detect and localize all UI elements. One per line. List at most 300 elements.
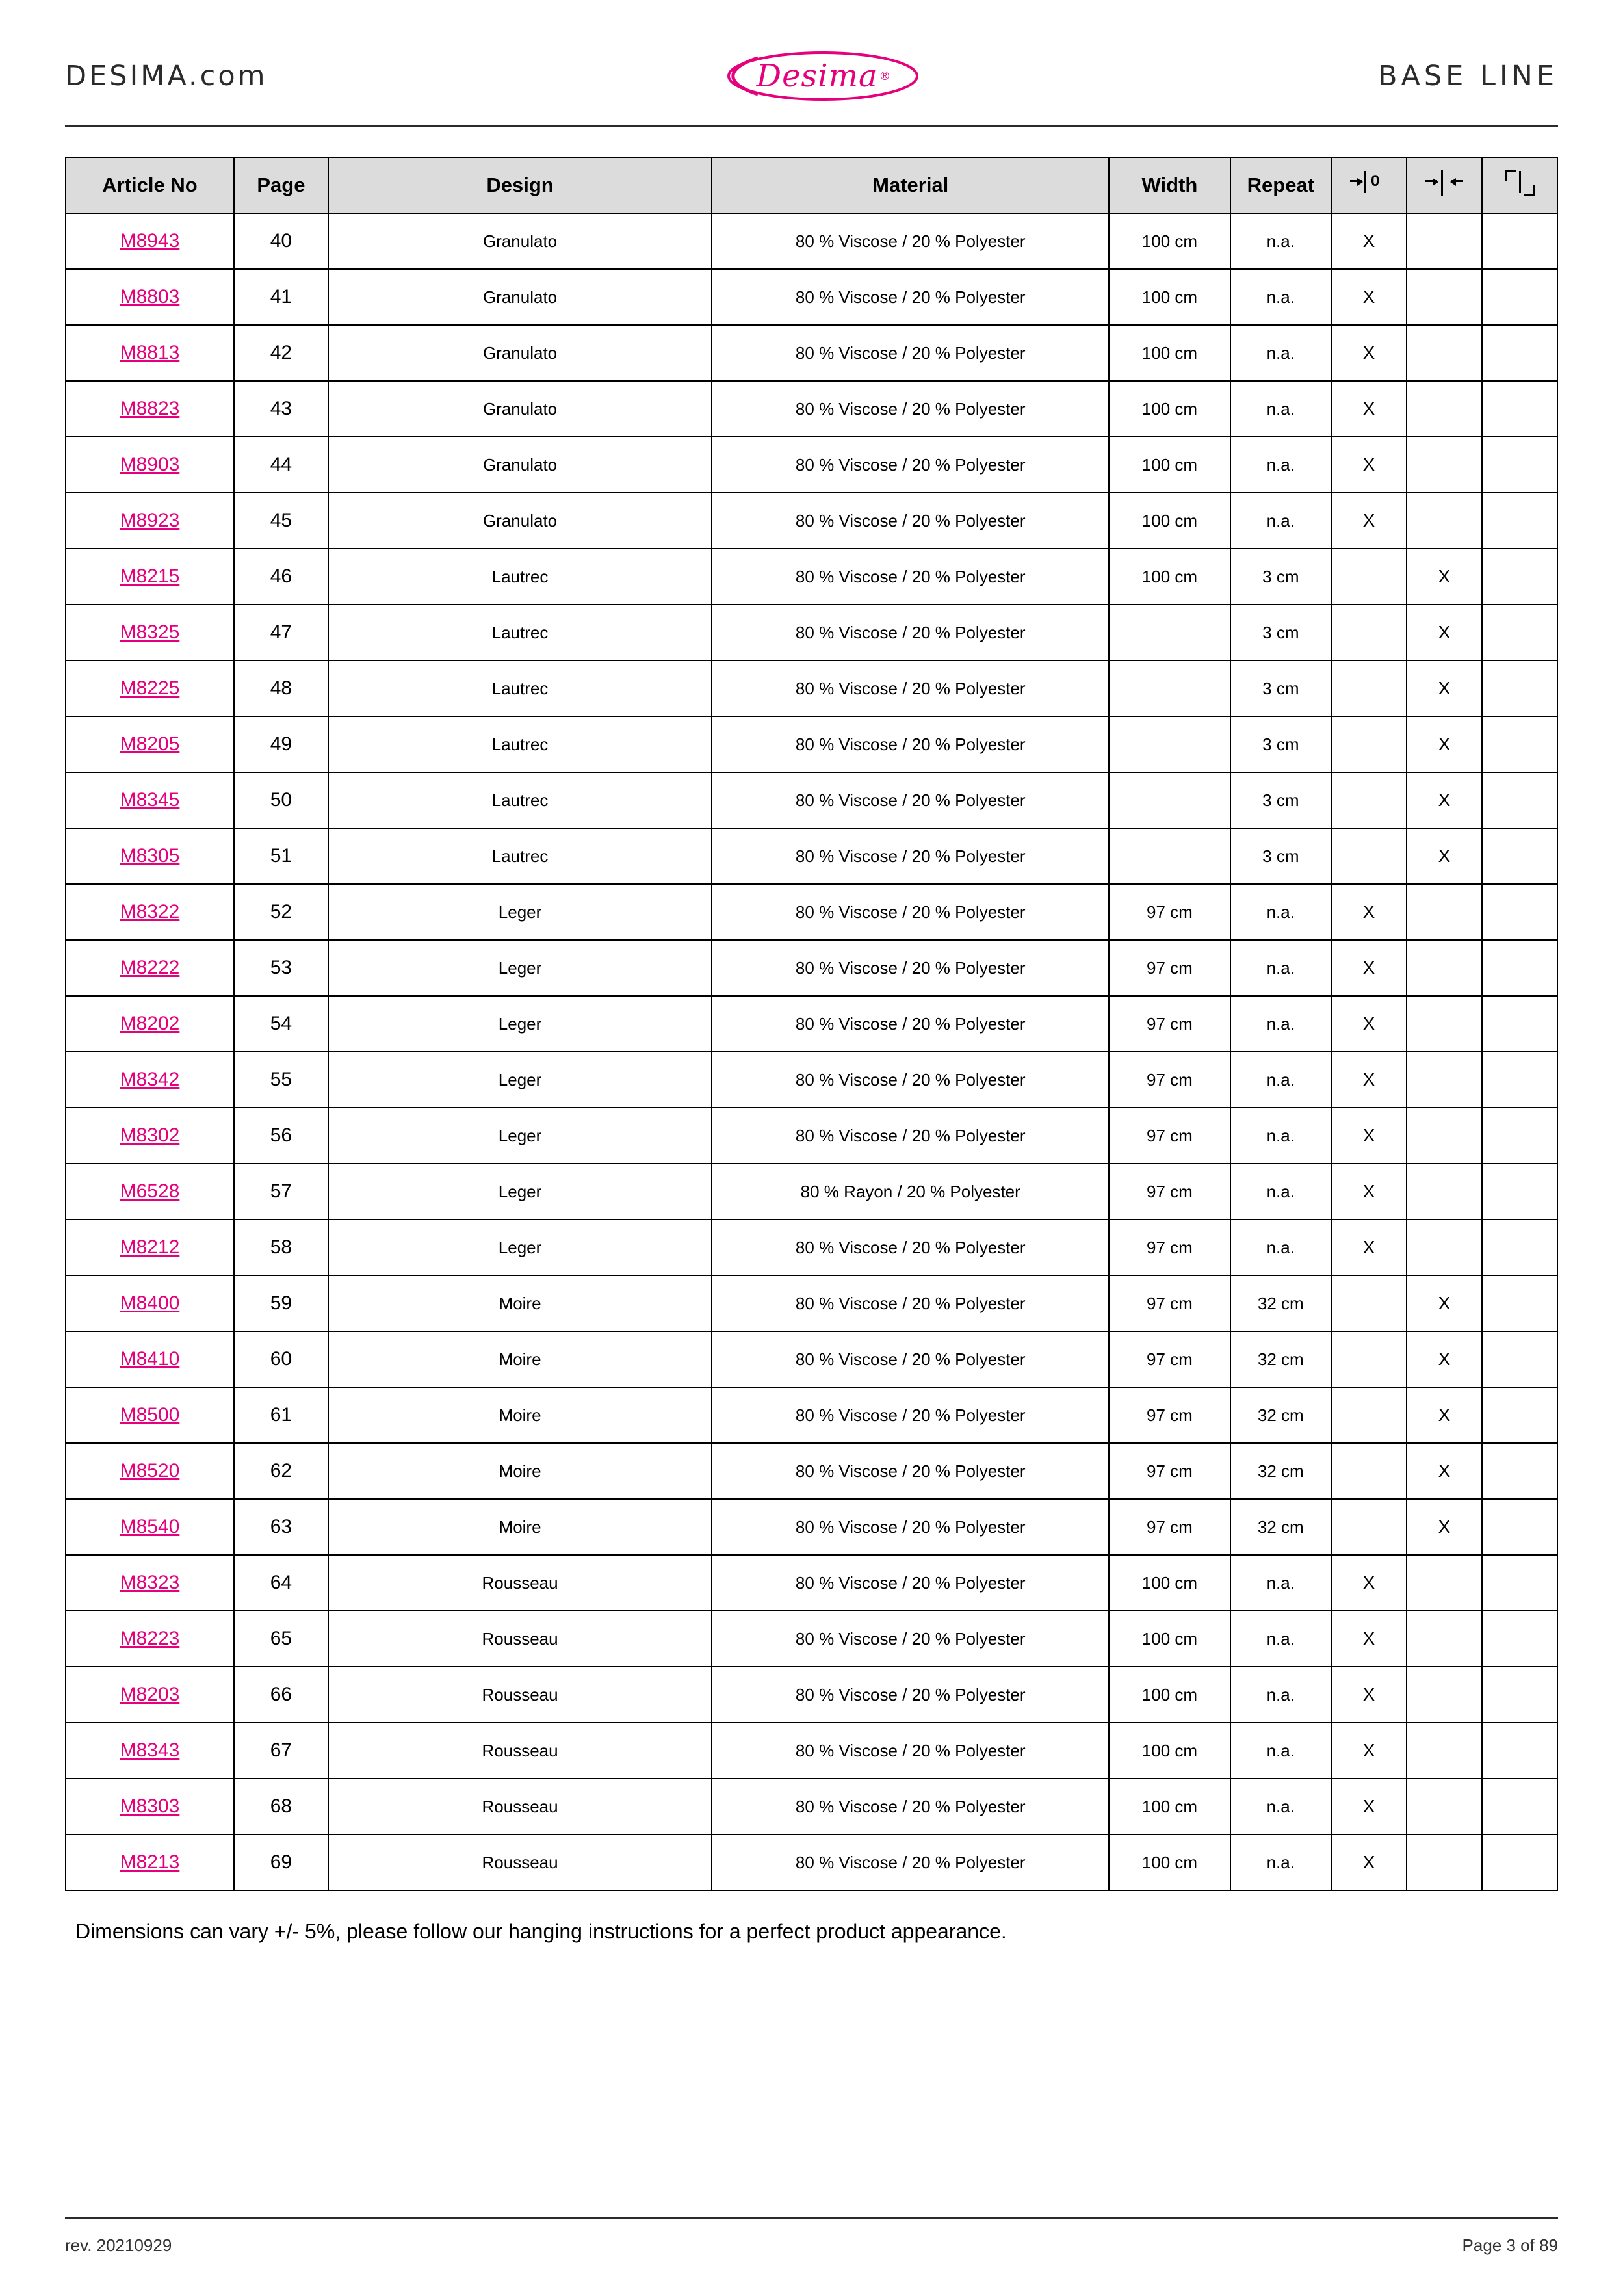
cell-width: 100 cm (1109, 549, 1230, 605)
table-row (66, 269, 1557, 325)
cell-article-no[interactable] (66, 1834, 234, 1890)
cell-page: 50 (234, 772, 328, 828)
cell-repeat: 32 cm (1230, 1275, 1331, 1331)
cell-width: 97 cm (1109, 1443, 1230, 1499)
cell-repeat: n.a. (1230, 1834, 1331, 1890)
cell-design: Moire (328, 1499, 712, 1555)
cell-repeat: n.a. (1230, 1611, 1331, 1667)
article-link[interactable]: M8400 (120, 1292, 180, 1314)
corner-offset-icon (1500, 168, 1540, 197)
table-row (66, 1220, 1557, 1275)
cell-design: Lautrec (328, 828, 712, 884)
article-link[interactable]: M8205 (120, 733, 180, 755)
cell-article-no[interactable] (66, 772, 234, 828)
cell-material: 80 % Viscose / 20 % Polyester (712, 940, 1109, 996)
cell-design: Leger (328, 884, 712, 940)
cell-repeat: n.a. (1230, 1779, 1331, 1834)
cell-mark-3 (1482, 493, 1557, 549)
cell-article-no[interactable] (66, 1052, 234, 1108)
cell-page: 44 (234, 437, 328, 493)
cell-width (1109, 772, 1230, 828)
cell-material: 80 % Viscose / 20 % Polyester (712, 828, 1109, 884)
cell-article-no[interactable] (66, 996, 234, 1052)
cell-repeat: n.a. (1230, 940, 1331, 996)
cell-mark-2: X (1407, 1275, 1482, 1331)
cell-mark-2 (1407, 213, 1482, 269)
table-row (66, 1723, 1557, 1779)
cell-mark-3 (1482, 1220, 1557, 1275)
cell-article-no[interactable] (66, 828, 234, 884)
cell-article-no[interactable] (66, 269, 234, 325)
table-row (66, 772, 1557, 828)
table-row (66, 940, 1557, 996)
cell-mark-1 (1331, 716, 1407, 772)
cell-article-no[interactable] (66, 1555, 234, 1611)
table-row (66, 660, 1557, 716)
cell-mark-2 (1407, 1779, 1482, 1834)
arrow-to-bar-zero-icon: 0 (1349, 168, 1389, 197)
table-row (66, 1052, 1557, 1108)
cell-width: 97 cm (1109, 996, 1230, 1052)
cell-repeat: 32 cm (1230, 1499, 1331, 1555)
cell-mark-1: X (1331, 213, 1407, 269)
article-link[interactable]: M8343 (120, 1740, 180, 1761)
cell-width: 97 cm (1109, 940, 1230, 996)
cell-mark-2: X (1407, 716, 1482, 772)
article-link[interactable]: M8345 (120, 789, 180, 811)
header-icon-2 (1407, 157, 1482, 213)
cell-article-no[interactable] (66, 549, 234, 605)
article-link[interactable]: M8305 (120, 845, 180, 867)
header-icon-3 (1482, 157, 1557, 213)
cell-design: Leger (328, 1108, 712, 1164)
cell-mark-1 (1331, 1387, 1407, 1443)
cell-article-no[interactable] (66, 1611, 234, 1667)
article-link[interactable]: M8213 (120, 1851, 180, 1873)
cell-page: 60 (234, 1331, 328, 1387)
arrow-bar-arrow-icon (1424, 168, 1464, 197)
cell-mark-1: X (1331, 1667, 1407, 1723)
brand-right-text: BASE LINE (1377, 60, 1558, 92)
cell-design: Granulato (328, 381, 712, 437)
cell-width: 97 cm (1109, 1220, 1230, 1275)
table-row (66, 716, 1557, 772)
product-table (65, 157, 1558, 1891)
cell-mark-1 (1331, 1331, 1407, 1387)
cell-article-no[interactable] (66, 1779, 234, 1834)
article-link[interactable]: M8342 (120, 1069, 180, 1090)
cell-article-no[interactable] (66, 1443, 234, 1499)
cell-mark-3 (1482, 1667, 1557, 1723)
cell-article-no[interactable] (66, 1331, 234, 1387)
article-link[interactable]: M8225 (120, 677, 180, 699)
cell-mark-3 (1482, 828, 1557, 884)
cell-page: 63 (234, 1499, 328, 1555)
cell-mark-3 (1482, 1331, 1557, 1387)
cell-material: 80 % Viscose / 20 % Polyester (712, 1052, 1109, 1108)
article-link[interactable]: M6528 (120, 1181, 180, 1202)
cell-page: 46 (234, 549, 328, 605)
cell-width: 100 cm (1109, 1779, 1230, 1834)
cell-repeat: n.a. (1230, 1108, 1331, 1164)
table-row (66, 549, 1557, 605)
page-header (65, 40, 1558, 112)
article-link[interactable]: M8410 (120, 1348, 180, 1370)
cell-mark-2: X (1407, 1443, 1482, 1499)
cell-mark-2: X (1407, 1499, 1482, 1555)
cell-mark-3 (1482, 1164, 1557, 1220)
table-row (66, 437, 1557, 493)
cell-mark-1 (1331, 1443, 1407, 1499)
cell-mark-1 (1331, 1275, 1407, 1331)
article-link[interactable]: M8325 (120, 621, 180, 643)
cell-mark-1: X (1331, 493, 1407, 549)
cell-mark-1 (1331, 605, 1407, 660)
table-row (66, 325, 1557, 381)
cell-article-no[interactable] (66, 213, 234, 269)
cell-mark-3 (1482, 940, 1557, 996)
cell-repeat: n.a. (1230, 1667, 1331, 1723)
cell-material: 80 % Viscose / 20 % Polyester (712, 660, 1109, 716)
cell-article-no[interactable] (66, 884, 234, 940)
footer-divider (65, 2217, 1558, 2219)
cell-mark-1: X (1331, 437, 1407, 493)
cell-width: 97 cm (1109, 1108, 1230, 1164)
cell-page: 62 (234, 1443, 328, 1499)
cell-mark-2 (1407, 1611, 1482, 1667)
header-design: Design (328, 157, 712, 213)
cell-mark-2: X (1407, 772, 1482, 828)
article-link[interactable]: M8212 (120, 1236, 180, 1258)
cell-repeat: n.a. (1230, 381, 1331, 437)
cell-page: 56 (234, 1108, 328, 1164)
cell-mark-3 (1482, 1834, 1557, 1890)
cell-article-no[interactable] (66, 1275, 234, 1331)
table-header-row (66, 157, 1557, 213)
article-link[interactable]: M8215 (120, 566, 180, 587)
cell-mark-2: X (1407, 605, 1482, 660)
cell-mark-3 (1482, 1499, 1557, 1555)
logo-wordmark: Desima (756, 58, 878, 94)
cell-mark-2: X (1407, 660, 1482, 716)
cell-page: 67 (234, 1723, 328, 1779)
header-divider (65, 125, 1558, 127)
cell-repeat: 32 cm (1230, 1443, 1331, 1499)
cell-width (1109, 716, 1230, 772)
table-row (66, 1331, 1557, 1387)
article-link[interactable]: M8203 (120, 1684, 180, 1705)
cell-repeat: 3 cm (1230, 605, 1331, 660)
article-link[interactable]: M8323 (120, 1572, 180, 1593)
cell-mark-3 (1482, 1779, 1557, 1834)
cell-article-no[interactable] (66, 493, 234, 549)
cell-design: Granulato (328, 493, 712, 549)
table-row (66, 828, 1557, 884)
cell-mark-3 (1482, 1723, 1557, 1779)
cell-design: Granulato (328, 269, 712, 325)
cell-mark-3 (1482, 660, 1557, 716)
cell-page: 69 (234, 1834, 328, 1890)
cell-design: Rousseau (328, 1667, 712, 1723)
cell-article-no[interactable] (66, 940, 234, 996)
cell-design: Lautrec (328, 660, 712, 716)
page-footer (65, 2217, 1558, 2256)
cell-width: 97 cm (1109, 884, 1230, 940)
cell-design: Rousseau (328, 1779, 712, 1834)
cell-mark-1 (1331, 660, 1407, 716)
cell-repeat: 3 cm (1230, 660, 1331, 716)
cell-repeat: 3 cm (1230, 828, 1331, 884)
cell-article-no[interactable] (66, 660, 234, 716)
cell-mark-1: X (1331, 1164, 1407, 1220)
cell-article-no[interactable] (66, 1387, 234, 1443)
table-row (66, 1108, 1557, 1164)
cell-mark-2 (1407, 1052, 1482, 1108)
cell-design: Moire (328, 1443, 712, 1499)
cell-repeat: n.a. (1230, 996, 1331, 1052)
cell-repeat: n.a. (1230, 884, 1331, 940)
cell-page: 64 (234, 1555, 328, 1611)
cell-mark-2 (1407, 1108, 1482, 1164)
cell-width: 97 cm (1109, 1164, 1230, 1220)
cell-mark-1: X (1331, 1834, 1407, 1890)
cell-mark-3 (1482, 213, 1557, 269)
article-link[interactable]: M8222 (120, 957, 180, 978)
cell-material: 80 % Viscose / 20 % Polyester (712, 605, 1109, 660)
page-number-text: Page 3 of 89 (1462, 2236, 1558, 2255)
cell-page: 49 (234, 716, 328, 772)
cell-article-no[interactable] (66, 716, 234, 772)
cell-design: Lautrec (328, 605, 712, 660)
article-link[interactable]: M8322 (120, 901, 180, 922)
cell-mark-3 (1482, 437, 1557, 493)
cell-design: Rousseau (328, 1611, 712, 1667)
cell-article-no[interactable] (66, 1164, 234, 1220)
cell-width: 100 cm (1109, 1611, 1230, 1667)
cell-page: 41 (234, 269, 328, 325)
cell-design: Granulato (328, 437, 712, 493)
cell-mark-3 (1482, 549, 1557, 605)
cell-mark-1: X (1331, 269, 1407, 325)
cell-design: Leger (328, 1220, 712, 1275)
cell-page: 40 (234, 213, 328, 269)
article-link[interactable]: M8943 (120, 230, 180, 252)
cell-mark-2 (1407, 1834, 1482, 1890)
logo-registered-mark: ® (880, 69, 889, 83)
cell-width (1109, 605, 1230, 660)
cell-mark-1: X (1331, 1723, 1407, 1779)
article-link[interactable]: M8302 (120, 1125, 180, 1146)
cell-page: 47 (234, 605, 328, 660)
cell-width: 97 cm (1109, 1052, 1230, 1108)
cell-design: Lautrec (328, 772, 712, 828)
cell-material: 80 % Viscose / 20 % Polyester (712, 1331, 1109, 1387)
cell-repeat: 32 cm (1230, 1387, 1331, 1443)
table-row (66, 1667, 1557, 1723)
header-repeat: Repeat (1230, 157, 1331, 213)
cell-width: 100 cm (1109, 1723, 1230, 1779)
cell-article-no[interactable] (66, 1108, 234, 1164)
cell-page: 59 (234, 1275, 328, 1331)
cell-mark-3 (1482, 1611, 1557, 1667)
cell-mark-2 (1407, 437, 1482, 493)
cell-design: Leger (328, 1052, 712, 1108)
cell-design: Rousseau (328, 1555, 712, 1611)
cell-mark-3 (1482, 1052, 1557, 1108)
cell-mark-2 (1407, 996, 1482, 1052)
cell-material: 80 % Viscose / 20 % Polyester (712, 1555, 1109, 1611)
cell-mark-2 (1407, 381, 1482, 437)
cell-article-no[interactable] (66, 437, 234, 493)
cell-material: 80 % Viscose / 20 % Polyester (712, 213, 1109, 269)
cell-article-no[interactable] (66, 1220, 234, 1275)
cell-mark-3 (1482, 1387, 1557, 1443)
cell-width (1109, 660, 1230, 716)
cell-width: 100 cm (1109, 437, 1230, 493)
cell-material: 80 % Viscose / 20 % Polyester (712, 996, 1109, 1052)
cell-design: Rousseau (328, 1834, 712, 1890)
cell-material: 80 % Viscose / 20 % Polyester (712, 884, 1109, 940)
cell-mark-1: X (1331, 996, 1407, 1052)
cell-article-no[interactable] (66, 1723, 234, 1779)
cell-page: 68 (234, 1779, 328, 1834)
cell-mark-2 (1407, 493, 1482, 549)
cell-width: 97 cm (1109, 1499, 1230, 1555)
brand-left-text: DESIMA.com (65, 60, 268, 92)
cell-repeat: n.a. (1230, 1164, 1331, 1220)
cell-width: 100 cm (1109, 493, 1230, 549)
cell-page: 51 (234, 828, 328, 884)
article-link[interactable]: M8903 (120, 454, 180, 475)
cell-mark-1: X (1331, 325, 1407, 381)
table-row (66, 493, 1557, 549)
article-link[interactable]: M8500 (120, 1404, 180, 1426)
table-row (66, 1443, 1557, 1499)
cell-mark-3 (1482, 605, 1557, 660)
cell-mark-2 (1407, 269, 1482, 325)
article-link[interactable]: M8823 (120, 398, 180, 419)
cell-repeat: n.a. (1230, 1220, 1331, 1275)
header-page: Page (234, 157, 328, 213)
cell-material: 80 % Viscose / 20 % Polyester (712, 325, 1109, 381)
cell-mark-3 (1482, 269, 1557, 325)
cell-article-no[interactable] (66, 1499, 234, 1555)
cell-material: 80 % Viscose / 20 % Polyester (712, 1834, 1109, 1890)
cell-mark-2 (1407, 1667, 1482, 1723)
cell-mark-3 (1482, 772, 1557, 828)
cell-mark-3 (1482, 1555, 1557, 1611)
cell-article-no[interactable] (66, 325, 234, 381)
table-row (66, 1275, 1557, 1331)
cell-width: 100 cm (1109, 213, 1230, 269)
cell-page: 58 (234, 1220, 328, 1275)
cell-page: 65 (234, 1611, 328, 1667)
table-row (66, 605, 1557, 660)
cell-article-no[interactable] (66, 381, 234, 437)
cell-material: 80 % Viscose / 20 % Polyester (712, 1611, 1109, 1667)
cell-page: 48 (234, 660, 328, 716)
article-link[interactable]: M8520 (120, 1460, 180, 1481)
cell-material: 80 % Viscose / 20 % Polyester (712, 772, 1109, 828)
cell-repeat: n.a. (1230, 325, 1331, 381)
cell-repeat: n.a. (1230, 437, 1331, 493)
cell-width: 97 cm (1109, 1275, 1230, 1331)
cell-article-no[interactable] (66, 605, 234, 660)
cell-width (1109, 828, 1230, 884)
cell-design: Moire (328, 1275, 712, 1331)
cell-page: 54 (234, 996, 328, 1052)
revision-text: rev. 20210929 (65, 2236, 172, 2255)
table-row (66, 1555, 1557, 1611)
cell-mark-1: X (1331, 1108, 1407, 1164)
cell-page: 57 (234, 1164, 328, 1220)
cell-mark-2: X (1407, 1331, 1482, 1387)
cell-width: 97 cm (1109, 1331, 1230, 1387)
header-icon-1 (1331, 157, 1407, 213)
cell-material: 80 % Viscose / 20 % Polyester (712, 1667, 1109, 1723)
cell-width: 100 cm (1109, 325, 1230, 381)
cell-mark-2 (1407, 1555, 1482, 1611)
article-link[interactable]: M8303 (120, 1795, 180, 1817)
cell-design: Moire (328, 1387, 712, 1443)
cell-repeat: 3 cm (1230, 716, 1331, 772)
cell-mark-1: X (1331, 381, 1407, 437)
article-link[interactable]: M8923 (120, 510, 180, 531)
cell-repeat: n.a. (1230, 1555, 1331, 1611)
cell-mark-2 (1407, 940, 1482, 996)
cell-repeat: 3 cm (1230, 549, 1331, 605)
cell-repeat: 32 cm (1230, 1331, 1331, 1387)
cell-mark-3 (1482, 381, 1557, 437)
cell-design: Leger (328, 996, 712, 1052)
article-link[interactable]: M8813 (120, 342, 180, 363)
cell-page: 45 (234, 493, 328, 549)
cell-material: 80 % Viscose / 20 % Polyester (712, 1387, 1109, 1443)
article-link[interactable]: M8803 (120, 286, 180, 307)
cell-design: Granulato (328, 325, 712, 381)
cell-mark-2: X (1407, 549, 1482, 605)
cell-material: 80 % Viscose / 20 % Polyester (712, 1779, 1109, 1834)
cell-mark-1: X (1331, 1555, 1407, 1611)
cell-repeat: n.a. (1230, 213, 1331, 269)
cell-design: Rousseau (328, 1723, 712, 1779)
cell-width: 100 cm (1109, 1667, 1230, 1723)
table-row (66, 996, 1557, 1052)
table-row (66, 213, 1557, 269)
cell-repeat: n.a. (1230, 493, 1331, 549)
article-link[interactable]: M8202 (120, 1013, 180, 1034)
cell-design: Moire (328, 1331, 712, 1387)
cell-material: 80 % Viscose / 20 % Polyester (712, 716, 1109, 772)
table-row (66, 1387, 1557, 1443)
cell-mark-3 (1482, 996, 1557, 1052)
cell-page: 52 (234, 884, 328, 940)
cell-material: 80 % Viscose / 20 % Polyester (712, 437, 1109, 493)
cell-width: 100 cm (1109, 381, 1230, 437)
cell-material: 80 % Viscose / 20 % Polyester (712, 549, 1109, 605)
header-article-no: Article No (66, 157, 234, 213)
article-link[interactable]: M8540 (120, 1516, 180, 1537)
cell-mark-3 (1482, 1275, 1557, 1331)
cell-mark-1 (1331, 549, 1407, 605)
cell-design: Lautrec (328, 716, 712, 772)
cell-mark-2 (1407, 1220, 1482, 1275)
cell-mark-1: X (1331, 884, 1407, 940)
article-link[interactable]: M8223 (120, 1628, 180, 1649)
cell-article-no[interactable] (66, 1667, 234, 1723)
table-row (66, 1834, 1557, 1890)
cell-mark-2 (1407, 1164, 1482, 1220)
